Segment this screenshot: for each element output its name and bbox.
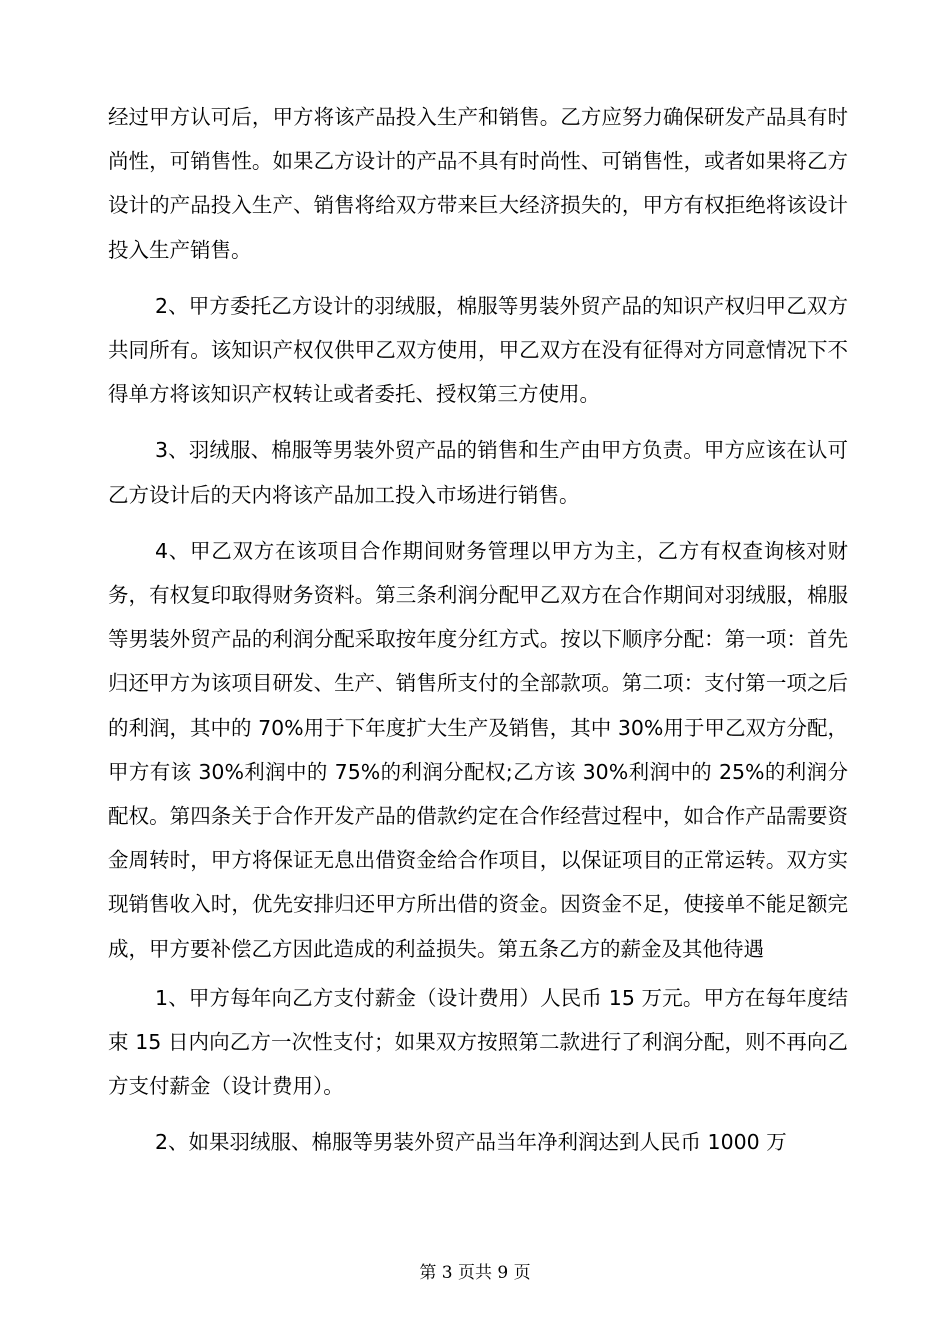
paragraph-salary-clause-2: 2、如果羽绒服、棉服等男装外贸产品当年净利润达到人民币 1000 万 — [155, 1130, 787, 1155]
paragraph-continuation: 经过甲方认可后，甲方将该产品投入生产和销售。乙方应努力确保研发产品具有时尚性，可销售性。如果乙方设计的产品不具有时尚性、可销售性，或者如果将乙方设计的产品投入生产、销售将给双方带来巨大经济损失的，甲方有权拒绝将该设计投入生产销售。 — [108, 105, 848, 262]
paragraph-clause-4-finance: 4、甲乙双方在该项目合作期间财务管理以甲方为主，乙方有权查询核对财务，有权复印取得财务资料。第三条利润分配甲乙双方在合作期间对羽绒服，棉服等男装外贸产品的利润分配采取按年度分红方式。按以下顺序分配：第一项：首先归还甲方为该项目研发、生产、销售所支付的全部款项。第二项：支付第一项之后的利润，其中的 70%用于下年度扩大生产及销售，其中 30%用于甲乙双方分配，甲方有该 30%利润中的 75%的利润分配权;乙方该 30%利润中的 25%的利润分配权。第四条关于合作开发产品的借款约定在合作经营过程中，如合作产品需要资金周转时，甲方将保证无息出借资金给合作项目，以保证项目的正常运转。双方实现销售收入时，优先安排归还甲方所出借的资金。因资金不足，使接单不能足额完成，甲方要补偿乙方因此造成的利益损失。第五条乙方的薪金及其他待遇 — [108, 538, 848, 961]
page-number-footer: 第 3 页共 9 页 — [419, 1263, 531, 1283]
paragraph-clause-2-ip: 2、甲方委托乙方设计的羽绒服，棉服等男装外贸产品的知识产权归甲乙双方共同所有。该知识产权仅供甲乙双方使用，甲乙双方在没有征得对方同意情况下不得单方将该知识产权转让或者委托、授权第三方使用。 — [108, 293, 848, 407]
document-body — [108, 95, 848, 1177]
paragraph-salary-clause-1: 1、甲方每年向乙方支付薪金（设计费用）人民币 15 万元。甲方在每年度结束 15 日内向乙方一次性支付；如果双方按照第二款进行了利润分配，则不再向乙方支付薪金（设计费用）。 — [108, 985, 848, 1099]
paragraph-clause-3-sales: 3、羽绒服、棉服等男装外贸产品的销售和生产由甲方负责。甲方应该在认可乙方设计后的天内将该产品加工投入市场进行销售。 — [108, 438, 848, 507]
